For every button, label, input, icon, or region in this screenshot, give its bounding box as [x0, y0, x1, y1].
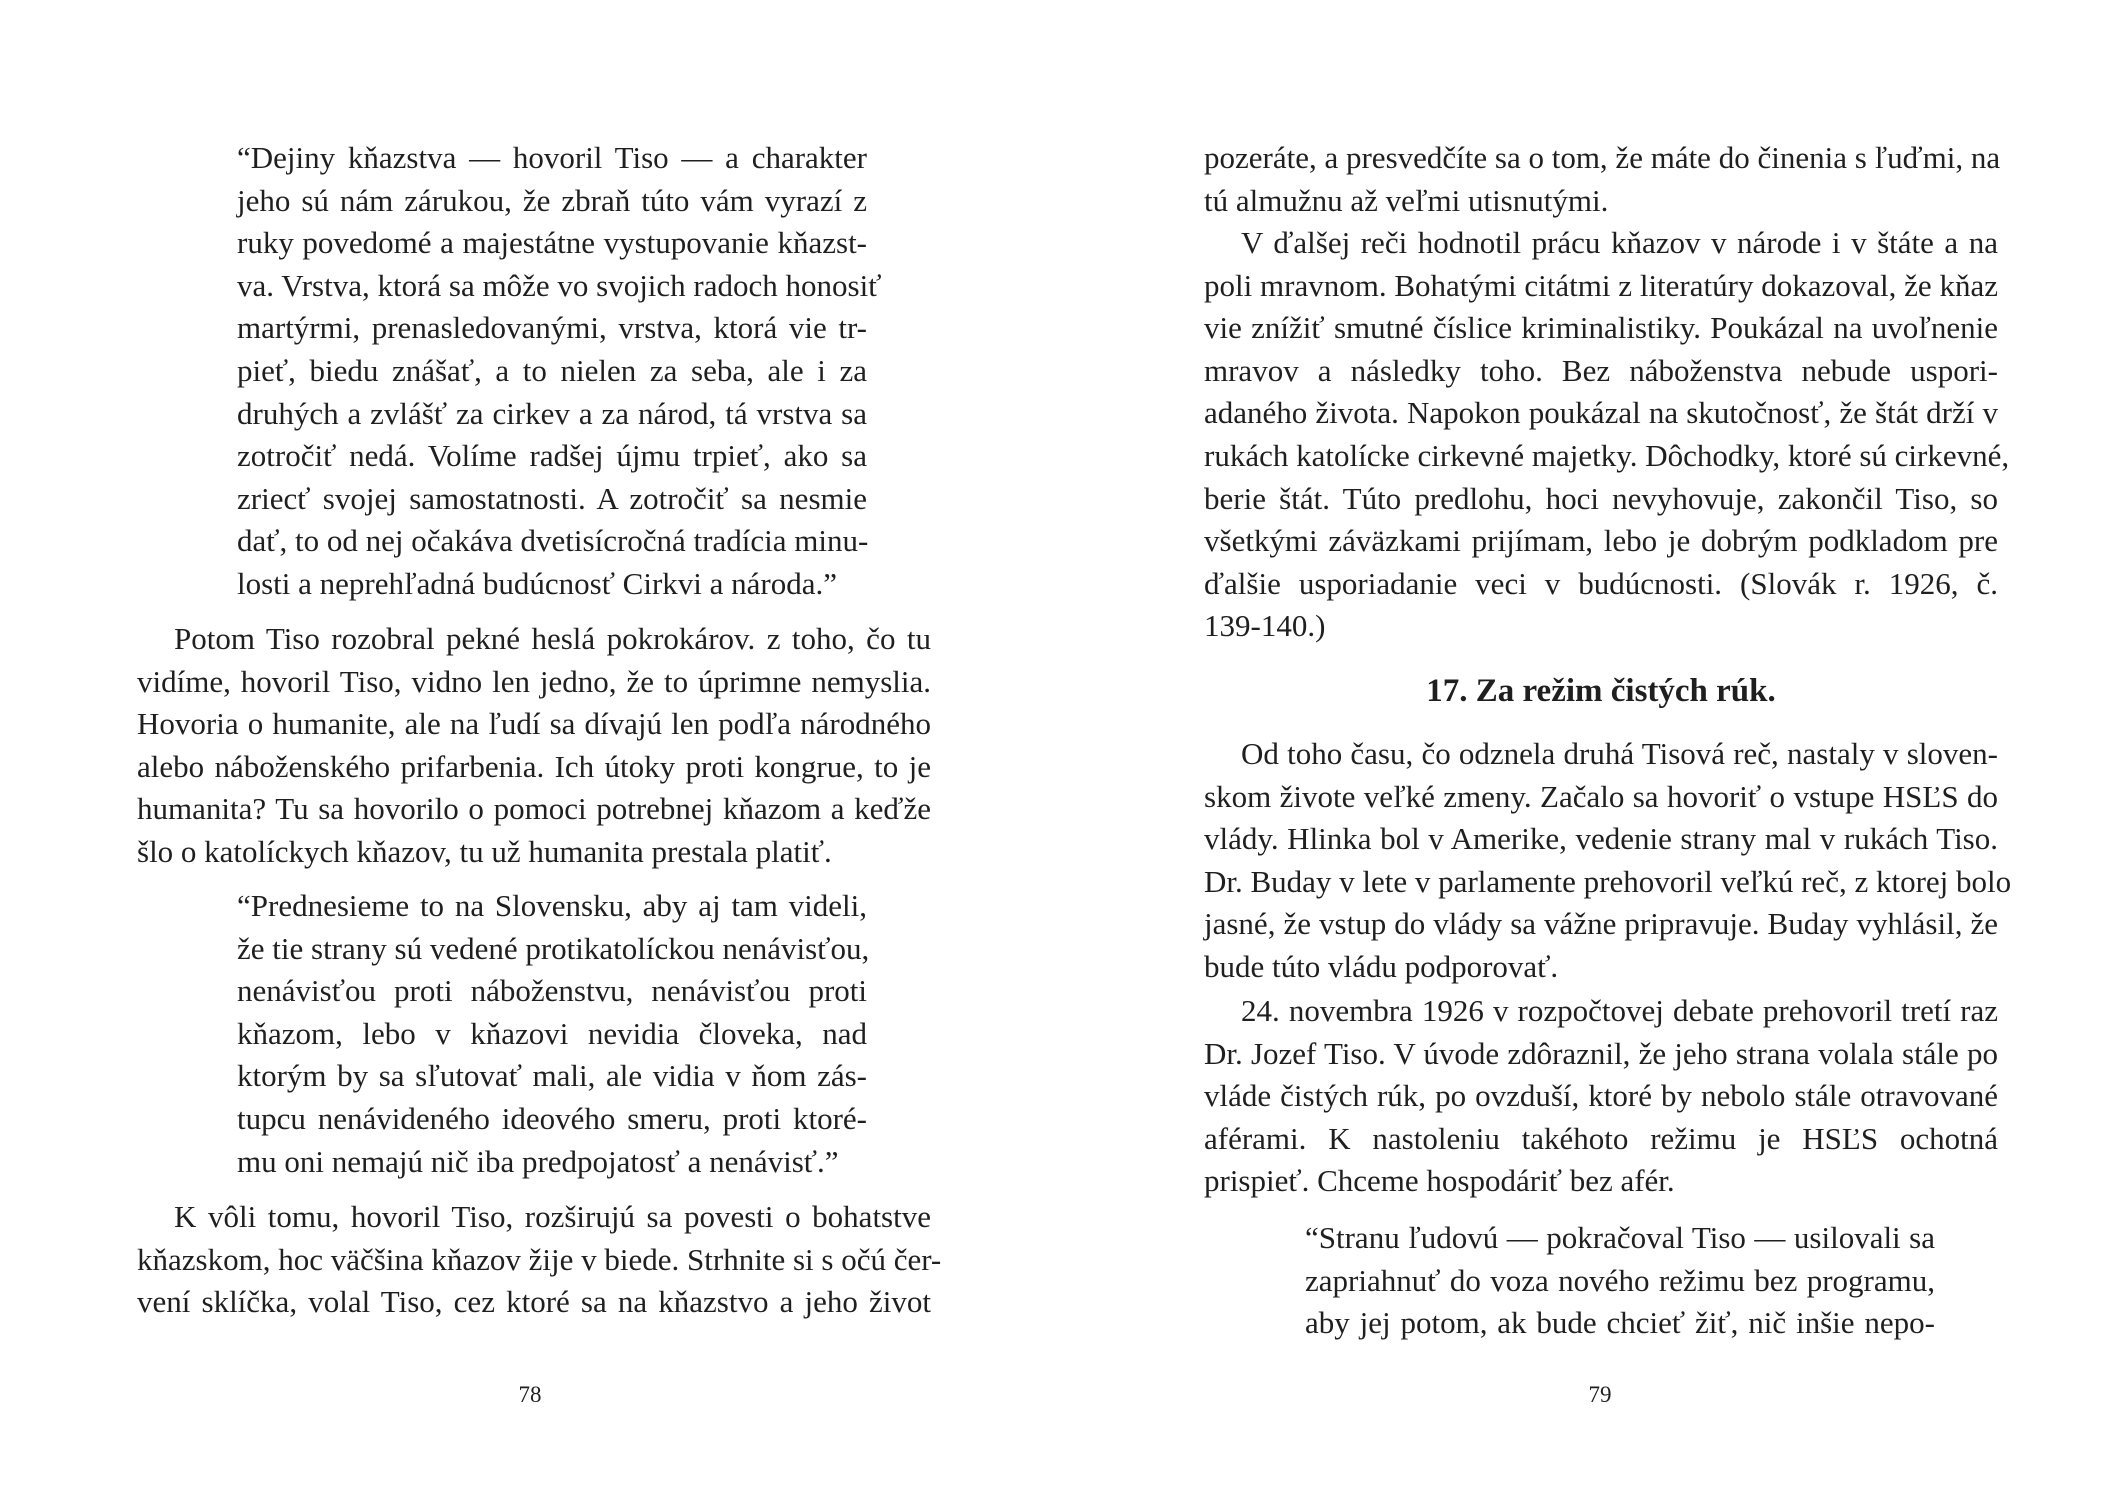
- paragraph-line: Dr. Buday v lete v parlamente prehovoril veľkú reč, z ktorej bolo: [1204, 863, 2012, 899]
- paragraph-line: poli mravnom. Bohatými citátmi z literatúry dokazoval, že kňaz: [1204, 267, 1998, 303]
- block-quote-line: druhých a zvlášť za cirkev a za národ, tá vrstva sa: [237, 395, 867, 431]
- paragraph-line: berie štát. Túto predlohu, hoci nevyhovuje, zakončil Tiso, so: [1204, 480, 1998, 516]
- paragraph-line: adaného života. Napokon poukázal na skutočnosť, že štát drží v: [1204, 395, 1998, 431]
- paragraph-line: šlo o katolíckych kňazov, tu už humanita prestala platiť.: [137, 834, 832, 869]
- block-quote-line: jeho sú nám zárukou, že zbraň túto vám vyrazí z: [237, 182, 867, 218]
- chapter-heading: 17. Za režim čistých rúk.: [1426, 673, 1776, 709]
- paragraph-line: vidíme, hovoril Tiso, vidno len jedno, že to úprimne nemyslia.: [137, 663, 931, 699]
- paragraph-line: vení sklíčka, volal Tiso, cez ktoré sa na kňazstvo a jeho život: [137, 1284, 931, 1320]
- paragraph-line: pozeráte, a presvedčíte sa o tom, že máte do činenia s ľuďmi, na: [1204, 140, 2001, 175]
- paragraph-line: ďalšie usporiadanie veci v budúcnosti. (Slovák r. 1926, č.: [1204, 565, 1998, 601]
- block-quote-line: nenávisťou proti náboženstvu, nenávisťou proti: [237, 973, 867, 1009]
- block-quote-line: mu oni nemajú nič iba predpojatosť a nenávisť.”: [237, 1143, 839, 1179]
- paragraph-line: kňazskom, hoc väčšina kňazov žije v biede. Strhnite si s očú čer-: [137, 1241, 942, 1277]
- paragraph-line: 139-140.): [1204, 608, 1326, 644]
- page-number: 78: [518, 1382, 542, 1407]
- block-quote-line: martýrmi, prenasledovanými, vrstva, ktorá vie tr-: [237, 310, 867, 346]
- block-quote-line: zriecť svojej samostatnosti. A zotročiť sa nesmie: [237, 480, 867, 516]
- paragraph-line: bude túto vládu podporovať.: [1204, 949, 1559, 984]
- paragraph-line: tú almužnu až veľmi utisnutými.: [1204, 182, 1609, 218]
- block-quote-line: “Prednesieme to na Slovensku, aby aj tam videli,: [237, 888, 867, 923]
- paragraph-line: Potom Tiso rozobral pekné heslá pokrokárov. z toho, čo tu: [174, 621, 931, 656]
- paragraph-line: alebo náboženského prifarbenia. Ich útoky proti kongrue, to je: [137, 748, 931, 784]
- block-quote-line: zapriahnuť do voza nového režimu bez programu,: [1305, 1262, 1935, 1298]
- page-number: 79: [1588, 1382, 1612, 1407]
- block-quote-line: zotročiť nedá. Volíme radšej újmu trpieť, ako sa: [237, 438, 867, 474]
- paragraph-line: všetkými záväzkami prijímam, lebo je dobrým podkladom pre: [1204, 523, 1998, 559]
- paragraph-line: vlády. Hlinka bol v Amerike, vedenie strany mal v rukách Tiso.: [1204, 821, 1998, 857]
- paragraph-line: Dr. Jozef Tiso. V úvode zdôraznil, že jeho strana volala stále po: [1204, 1035, 1998, 1071]
- paragraph-line: aférami. K nastoleniu takéhoto režimu je HSĽS ochotná: [1204, 1120, 1998, 1156]
- block-quote-line: ruky povedomé a majestátne vystupovanie kňazst-: [237, 225, 867, 261]
- block-quote-line: tupcu nenávideného ideového smeru, proti ktoré-: [237, 1101, 867, 1136]
- paragraph-line: rukách katolícke cirkevné majetky. Dôchodky, ktoré sú cirkevné,: [1204, 438, 2010, 473]
- paragraph-line: vláde čistých rúk, po ovzduší, ktoré by nebolo stále otravované: [1204, 1078, 1998, 1114]
- paragraph-line: prispieť. Chceme hospodáriť bez afér.: [1204, 1163, 1675, 1199]
- paragraph-line: 24. novembra 1926 v rozpočtovej debate prehovoril tretí raz: [1241, 993, 1998, 1028]
- block-quote-line: ktorým by sa sľutovať mali, ale vidia v ňom zás-: [237, 1058, 867, 1094]
- paragraph-line: Hovoria o humanite, ale na ľudí sa dívajú len podľa národného: [137, 706, 931, 742]
- block-quote-line: losti a neprehľadná budúcnosť Cirkvi a národa.”: [237, 566, 838, 601]
- block-quote-line: že tie strany sú vedené protikatolíckou nenávisťou,: [237, 930, 870, 966]
- right-page: [1059, 0, 2118, 1500]
- paragraph-line: skom živote veľké zmeny. Začalo sa hovoriť o vstupe HSĽS do: [1204, 778, 1998, 814]
- block-quote-line: pieť, biedu znášať, a to nielen za seba, ale i za: [237, 353, 867, 388]
- block-quote-line: va. Vrstva, ktorá sa môže vo svojich radoch honosiť: [237, 267, 882, 303]
- block-quote-line: “Stranu ľudovú — pokračoval Tiso — usilovali sa: [1305, 1220, 1935, 1255]
- paragraph-line: K vôli tomu, hovoril Tiso, rozširujú sa povesti o bohatstve: [174, 1199, 931, 1234]
- paragraph-line: vie znížiť smutné číslice kriminalistiky. Poukázal na uvoľnenie: [1204, 310, 1998, 346]
- block-quote-line: aby jej potom, ak bude chcieť žiť, nič inšie nepo-: [1305, 1305, 1935, 1341]
- paragraph-line: mravov a následky toho. Bez náboženstva nebude uspori-: [1204, 352, 1998, 388]
- paragraph-line: V ďalšej reči hodnotil prácu kňazov v národe i v štáte a na: [1241, 225, 1998, 260]
- paragraph-line: humanita? Tu sa hovorilo o pomoci potrebnej kňazom a keďže: [137, 791, 931, 827]
- block-quote-line: kňazom, lebo v kňazovi nevidia človeka, nad: [237, 1015, 867, 1051]
- paragraph-line: Od toho času, čo odznela druhá Tisová reč, nastaly v sloven-: [1241, 736, 1998, 771]
- paragraph-line: jasné, že vstup do vlády sa vážne pripravuje. Buday vyhlásil, že: [1204, 906, 1998, 942]
- block-quote-line: dať, to od nej očakáva dvetisícročná tradícia minu-: [237, 523, 869, 559]
- block-quote-line: “Dejiny kňazstva — hovoril Tiso — a charakter: [237, 140, 867, 175]
